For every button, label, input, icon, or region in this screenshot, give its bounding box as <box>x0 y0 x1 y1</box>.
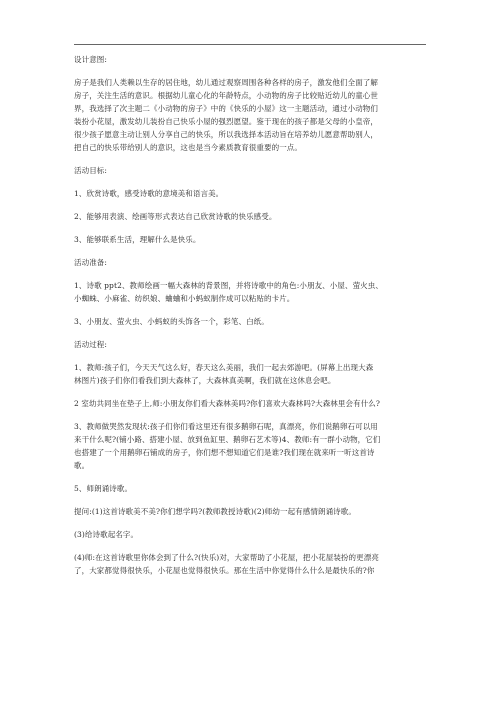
document-body <box>74 53 430 587</box>
paragraph <box>74 233 430 246</box>
text-line: 5、师朗诵诗歌。 <box>74 484 133 493</box>
text-line: 林图片)孩子们你们看我们到大森林了，大森林真美啊，我们就在这休息会吧。 <box>74 376 336 385</box>
text-line: 3、能够联系生活，理解什么是快乐。 <box>74 235 201 244</box>
text-line: 很少孩子愿意主动让别人分享自己的快乐，所以我选择本活动旨在培养幼儿愿意帮助别人， <box>74 130 378 139</box>
text-line: 也搭建了一个用鹅卵石铺成的房子，你们想不想知道它们是谁?我们现在就来听一听这首诗 <box>74 448 375 457</box>
text-line: (3)给诗歌起名字。 <box>74 530 139 539</box>
text-line: 界，我选择了次主题二《小动物的房子》中的《快乐的小屋》这一主题活动，通过小动物们 <box>74 104 378 113</box>
section-heading: 活动目标: <box>74 166 108 175</box>
section-heading: 活动准备: <box>74 258 108 267</box>
paragraph <box>74 210 430 223</box>
paragraph <box>74 279 430 305</box>
text-line: 歌。 <box>74 461 90 470</box>
text-line: 1、诗歌 ppt2、教师绘画一幅大森林的背景图，并将诗歌中的角色:小朋友、小屋、萤火虫、 <box>74 281 383 290</box>
paragraph <box>74 315 430 328</box>
text-line: (4)师:在这首诗歌里你体会到了什么?(快乐)对，大家帮助了小花屋，把小花屋装扮的更漂亮 <box>74 553 379 562</box>
text-line: 1、教师:孩子们，今天天气这么好，春天这么美丽，我们一起去郊游吧。(屏幕上出现大森 <box>74 363 374 372</box>
text-line: 2 室幼共同坐在垫子上,师:小朋友你们看大森林美吗?你们喜欢大森林吗?大森林里会有什么? <box>74 399 381 408</box>
paragraph <box>74 361 430 387</box>
paragraph <box>74 505 430 518</box>
section-heading: 设计意图: <box>74 55 108 64</box>
text-line: 提问:(1)这首诗歌美不美?你们想学吗?(教师教授诗歌)(2)师幼一起有感情朗诵诗歌。 <box>74 507 356 516</box>
text-line: 房子是我们人类赖以生存的居住地，幼儿通过观察周围各种各样的房子，激发他们全面了解 <box>74 78 378 87</box>
text-line: 1、欣赏诗歌，感受诗歌的意境美和语言美。 <box>74 189 224 198</box>
paragraph <box>74 551 430 577</box>
text-line: 来干什么呢?(铺小路、搭建小屋、放到鱼缸里、鹅卵石艺术等)4、教师:有一群小动物，它们 <box>74 435 381 444</box>
paragraph <box>74 482 430 495</box>
text-line: 3、教师做哭然发现状:孩子们你们看这里还有很多鹅卵石呢，真漂亮，你们说鹅卵石可以用 <box>74 422 378 431</box>
text-line: 房子，关注生活的意识。根据幼儿童心化的年龄特点，小动物的房子比较贴近幼儿的童心世 <box>74 91 378 100</box>
text-line: 把自己的快乐带给别人的意识，这也是当今素质教育很重要的一点。 <box>74 143 302 152</box>
paragraph <box>74 528 430 541</box>
header-rule <box>74 44 426 45</box>
paragraph <box>74 187 430 200</box>
text-line: 了，大家都觉得很快乐，小花屋也觉得很快乐。那在生活中你觉得什么什么是最快乐的?你 <box>74 566 375 575</box>
paragraph <box>74 397 430 410</box>
paragraph <box>74 420 430 472</box>
paragraph <box>74 76 430 154</box>
text-line: 小蜘蛛、小麻雀、纺织娘、蛐蛐和小蚂蚁制作成可以粘贴的卡片。 <box>74 294 295 303</box>
text-line: 2、能够用表演、绘画等形式表达自己欣赏诗歌的快乐感受。 <box>74 212 277 221</box>
text-line: 装扮小花屋，激发幼儿装扮自己快乐小屋的强烈愿望。鉴于现在的孩子都是父母的小皇帝， <box>74 117 378 126</box>
section-heading: 活动过程: <box>74 340 108 349</box>
text-line: 3、小朋友、萤火虫、小蚂蚁的头饰各一个，彩笔、白纸。 <box>74 317 269 326</box>
